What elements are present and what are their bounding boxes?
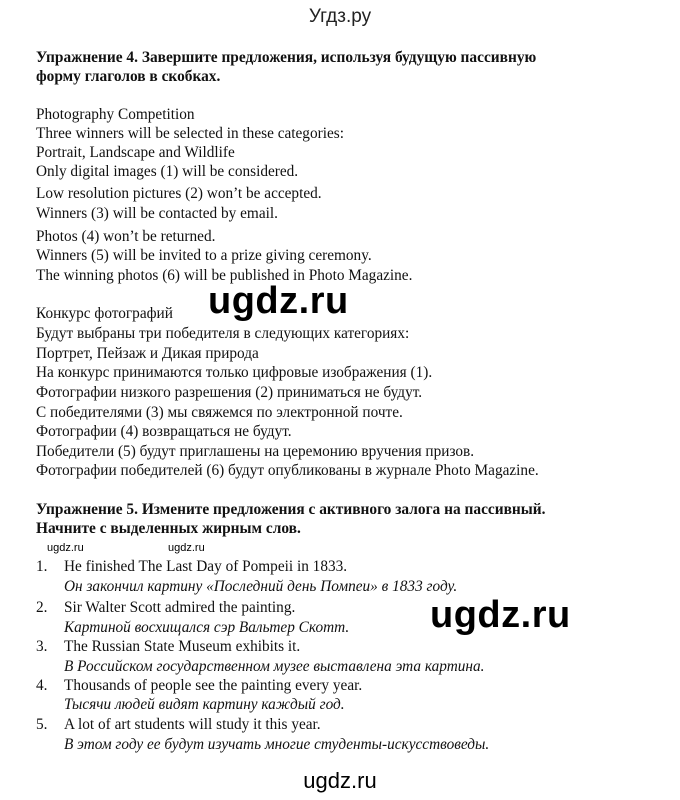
exercise5-heading-line2: Начните с выделенных жирным слов. xyxy=(36,520,301,537)
ru-line: На конкурс принимаются только цифровые изображения (1). xyxy=(36,364,433,381)
item-number: 4. xyxy=(36,677,48,694)
ru-line: Фотографии низкого разрешения (2) приниматься не будут. xyxy=(36,384,423,401)
item-number: 1. xyxy=(36,558,48,575)
ru-line: Победители (5) будут приглашены на церемонию вручения призов. xyxy=(36,443,475,460)
exercise4-heading-line1: Упражнение 4. Завершите предложения, используя будущую пассивную xyxy=(36,49,537,66)
exercise5-heading-line1: Упражнение 5. Измените предложения с активного залога на пассивный. xyxy=(36,501,546,518)
item-translation: В Российском государственном музее выставлена эта картина. xyxy=(64,658,485,675)
item-number: 3. xyxy=(36,638,48,655)
en-line: Portrait, Landscape and Wildlife xyxy=(36,144,235,161)
ru-line: С победителями (3) мы свяжемся по электронной почте. xyxy=(36,404,403,421)
en-line: Winners (3) will be contacted by email. xyxy=(36,205,278,222)
watermark-large: ugdz.ru xyxy=(430,594,571,636)
item-english: He finished The Last Day of Pompeii in 1833. xyxy=(64,558,348,575)
watermark-small: ugdz.ru xyxy=(168,542,205,554)
item-english: Sir Walter Scott admired the painting. xyxy=(64,599,296,616)
ru-line: Портрет, Пейзаж и Дикая природа xyxy=(36,345,259,362)
item-translation: В этом году ее будут изучать многие студенты-искусствоведы. xyxy=(64,736,490,753)
item-translation: Картиной восхищался сэр Вальтер Скотт. xyxy=(64,619,350,636)
item-number: 5. xyxy=(36,716,48,733)
item-english: The Russian State Museum exhibits it. xyxy=(64,638,301,655)
en-line: Low resolution pictures (2) won’t be accepted. xyxy=(36,185,322,202)
en-line: Three winners will be selected in these categories: xyxy=(36,125,344,142)
en-line: Photos (4) won’t be returned. xyxy=(36,228,216,245)
en-line: Only digital images (1) will be considered. xyxy=(36,163,299,180)
item-number: 2. xyxy=(36,599,48,616)
ru-line-title: Конкурс фотографий xyxy=(36,305,173,322)
item-translation: Он закончил картину «Последний день Помпеи» в 1833 году. xyxy=(64,578,458,595)
en-line: The winning photos (6) will be published in Photo Magazine. xyxy=(36,267,413,284)
ru-line: Будут выбраны три победителя в следующих категориях: xyxy=(36,325,410,342)
en-line: Winners (5) will be invited to a prize giving ceremony. xyxy=(36,247,372,264)
item-translation: Тысячи людей видят картину каждый год. xyxy=(64,696,345,713)
exercise4-heading-line2: форму глаголов в скобках. xyxy=(36,68,221,85)
site-title: Угдз.ру xyxy=(308,6,372,27)
watermark-large: ugdz.ru xyxy=(208,280,349,322)
ru-line: Фотографии победителей (6) будут опубликованы в журнале Photo Magazine. xyxy=(36,462,539,479)
en-line-title: Photography Competition xyxy=(36,106,195,123)
ru-line: Фотографии (4) возвращаться не будут. xyxy=(36,423,292,440)
item-english: Thousands of people see the painting every year. xyxy=(64,677,363,694)
item-english: A lot of art students will study it this year. xyxy=(64,716,321,733)
watermark-small: ugdz.ru xyxy=(47,542,84,554)
watermark-footer: ugdz.ru xyxy=(303,768,377,793)
